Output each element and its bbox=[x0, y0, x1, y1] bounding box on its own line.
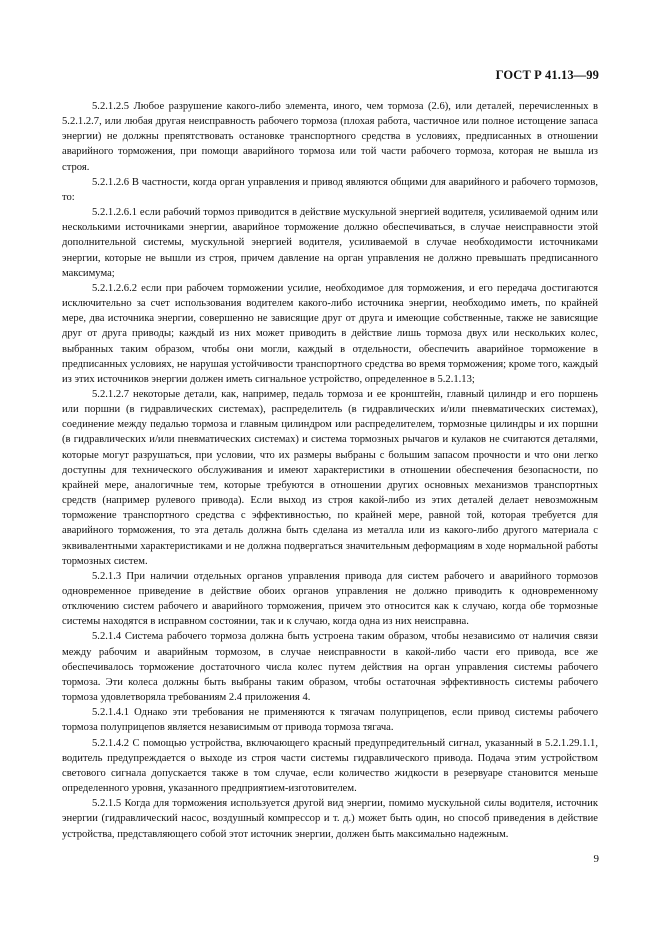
document-header-code: ГОСТ Р 41.13—99 bbox=[495, 68, 599, 82]
paragraph-5-2-1-4: 5.2.1.4 Система рабочего тормоза должна быть устроена таким образом, чтобы независимо от наличия связи между рабочим и аварийным тормозом, в случае неисправности в какой-либо части его привода, все же обеспечивалось торможение достаточного числа колес путем действия на орган управления системы рабочего тормоза. Эти колеса должны быть выбраны таким образом, чтобы остаточная эффективность системы рабочего тормоза удовлетворяла требованиям 2.4 приложения 4. bbox=[62, 631, 598, 704]
document-body bbox=[62, 99, 598, 842]
page-number: 9 bbox=[593, 853, 599, 865]
paragraph-5-2-1-5: 5.2.1.5 Когда для торможения используется другой вид энергии, помимо мускульной силы водителя, источник энергии (гидравлический насос, воздушный компрессор и т. д.) может быть один, но способ приведения в действие устройства, представляющего собой этот источник энергии, должен быть максимально надежным. bbox=[62, 798, 598, 840]
paragraph-5-2-1-4-2: 5.2.1.4.2 С помощью устройства, включающего красный предупредительный сигнал, указанный в 5.2.1.29.1.1, водитель предупреждается о выходе из строя части системы гидравлического привода. Подача этим устройством светового сигнала допускается также в том случае, если количество жидкости в резервуаре становится меньше определенного уровня, указанного предприятием-изготовителем. bbox=[62, 737, 598, 795]
paragraph-5-2-1-2-6: 5.2.1.2.6 В частности, когда орган управления и привод являются общими для аварийного и рабочего тормозов, то: bbox=[62, 176, 598, 203]
paragraph-5-2-1-2-7: 5.2.1.2.7 некоторые детали, как, например, педаль тормоза и ее кронштейн, главный цилиндр и его поршень или поршни (в гидравлических системах), распределитель (в гидравлических и/или пневматических системах), соединение между педалью тормоза и главным цилиндром или распределителем, тормозные цилиндры и их поршни (в гидравлических и/или пневматических системах) и система тормозных рычагов и кулаков не считаются деталями, которые могут разрушаться, при условии, что их размеры выбраны с большим запасом прочности и что они легко доступны для технического обслуживания и имеют характеристики в отношении обеспечения безопасности, по крайней мере, аналогичные тем, которые требуются в отношении других основных механизмов транспортных средств (например рулевого привода). Если выход из строя какой-либо из этих деталей делает невозможным торможение транспортного средства с эффективностью, по крайней мере, равной той, которая требуется для аварийного торможения, то эта деталь должна быть сделана из металла или из какого-либо другого материала с эквивалентными характеристиками и не должна подвергаться значительным деформациям в ходе нормальной работы тормозных систем. bbox=[62, 388, 598, 567]
paragraph-5-2-1-2-6-1: 5.2.1.2.6.1 если рабочий тормоз приводится в действие мускульной энергией водителя, усиливаемой одним или несколькими источниками энергии, аварийное торможение должно обеспечиваться, в случае неисправности этой дополнительной системы, мускульной энергией водителя, усиливаемой в случае необходимости источниками энергии, которые не вышли из строя, причем давление на орган управления не должно превышать предписанного максимума; bbox=[62, 207, 598, 279]
paragraph-5-2-1-2-5: 5.2.1.2.5 Любое разрушение какого-либо элемента, иного, чем тормоза (2.6), или деталей, перечисленных в 5.2.1.2.7, или любая другая неисправность рабочего тормоза (плохая работа, частичное или полное истощение запаса энергии) не должны препятствовать остановке транспортного средства в условиях, предписанных в отношении аварийного торможения, при помощи аварийного тормоза или той части рабочего тормоза, которая не вышла из строя. bbox=[62, 101, 598, 173]
paragraph-5-2-1-3: 5.2.1.3 При наличии отдельных органов управления привода для систем рабочего и аварийного тормозов одновременное приведение в действие обоих органов управления не должно приводить к одновременному отключению систем рабочего и аварийного торможения, причем это относится как к случаю, когда обе тормозные системы находятся в исправном состоянии, так и к случаю, когда одна из них неисправна. bbox=[62, 570, 598, 628]
paragraph-5-2-1-4-1: 5.2.1.4.1 Однако эти требования не применяются к тягачам полуприцепов, если привод системы рабочего тормоза полуприцепов является независимым от привода тормоза тягача. bbox=[62, 707, 598, 734]
paragraph-5-2-1-2-6-2: 5.2.1.2.6.2 если при рабочем торможении усилие, необходимое для торможения, и его передача достигаются исключительно за счет использования водителем какого-либо источника энергии, необходимо иметь, по крайней мере, два источника энергии, совершенно не зависящие друг от друга и имеющие собственные, также не зависящие друг от друга приводы; каждый из них может приводить в действие лишь тормоза двух или нескольких колес, выбранных таким образом, чтобы они могли, каждый в отдельности, обеспечить аварийное торможение в предписанных условиях, не нарушая устойчивости транспортного средства во время торможения; кроме того, каждый из этих источников энергии должен иметь сигнальное устройство, определенное в 5.2.1.13; bbox=[62, 282, 598, 385]
